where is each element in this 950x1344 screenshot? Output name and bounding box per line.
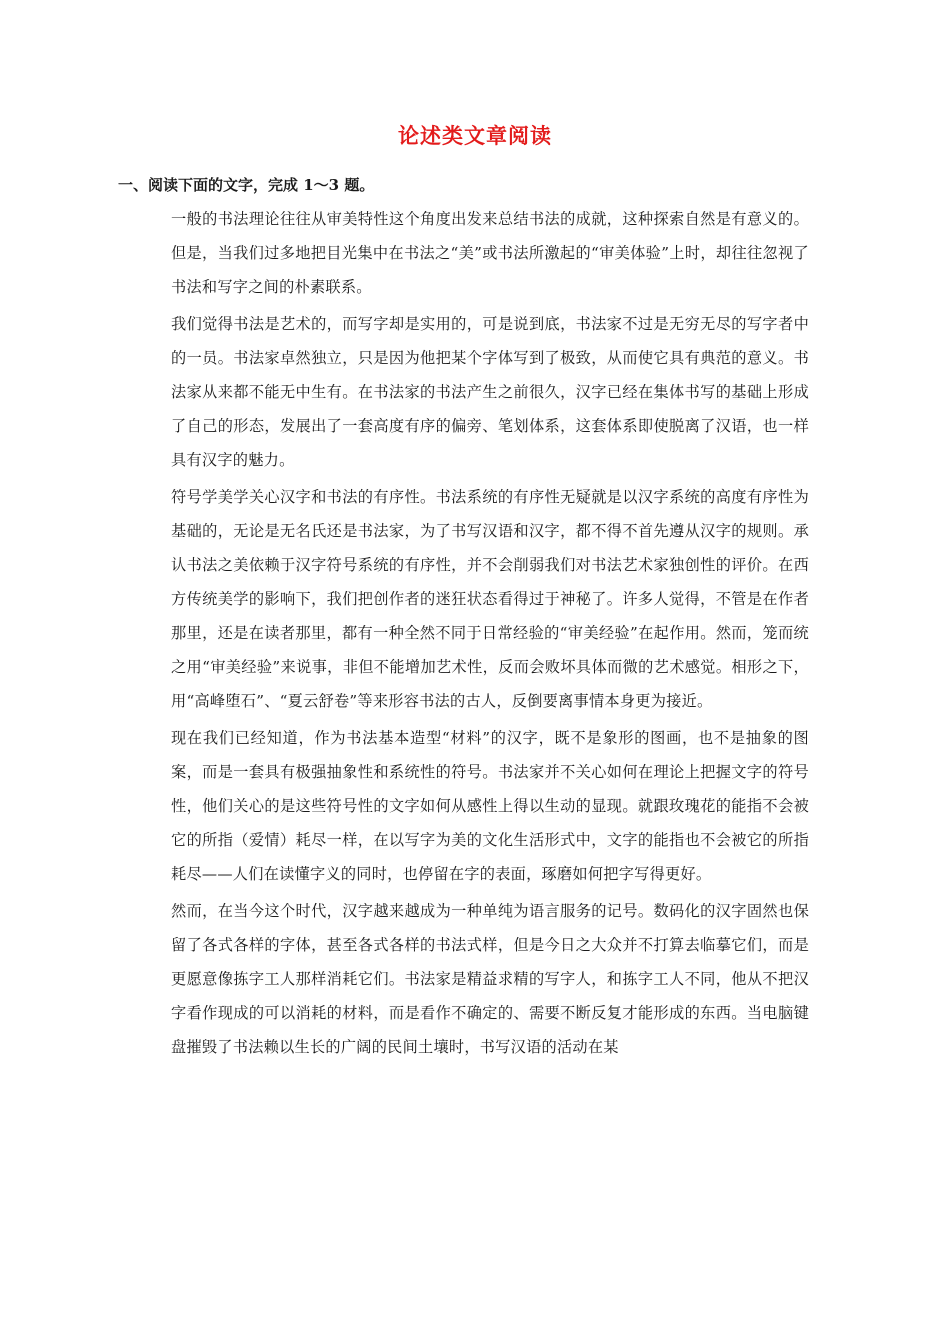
paragraph-5: 然而，在当今这个时代，汉字越来越成为一种单纯为语言服务的记号。数码化的汉字固然也保留了各式各样的字体，甚至各式各样的书法式样，但是今日之大众并不打算去临摹它们，而是更愿意像拣字工人那样消耗它们。书法家是精益求精的写字人，和拣字工人不同，他从不把汉字看作现成的可以消耗的材料，而是看作不确定的、需要不断反复才能形成的东西。当电脑键盘摧毁了书法赖以生长的广阔的民间土壤时，书写汉语的活动在某 [171,902,809,1056]
article-body [171,202,809,1067]
paragraph-4: 现在我们已经知道，作为书法基本造型“材料”的汉字，既不是象形的图画，也不是抽象的图案，而是一套具有极强抽象性和系统性的符号。书法家并不关心如何在理论上把握文字的符号性，他们关心的是这些符号性的文字如何从感性上得以生动的显现。就跟玫瑰花的能指不会被它的所指（爱情）耗尽一样，在以写字为美的文化生活形式中，文字的能指也不会被它的所指耗尽——人们在读懂字义的同时，也停留在字的表面，琢磨如何把字写得更好。 [171,729,809,883]
question-header: 一、阅读下面的文字，完成 1～3 题。 [118,176,375,194]
paragraph-3: 符号学美学关心汉字和书法的有序性。书法系统的有序性无疑就是以汉字系统的高度有序性为基础的，无论是无名氏还是书法家，为了书写汉语和汉字，都不得不首先遵从汉字的规则。承认书法之美依赖于汉字符号系统的有序性，并不会削弱我们对书法艺术家独创性的评价。在西方传统美学的影响下，我们把创作者的迷狂状态看得过于神秘了。许多人觉得，不管是在作者那里，还是在读者那里，都有一种全然不同于日常经验的“审美经验”在起作用。然而，笼而统之用“审美经验”来说事，非但不能增加艺术性，反而会败坏具体而微的艺术感觉。相形之下，用“高峰堕石”、“夏云舒卷”等来形容书法的古人，反倒要离事情本身更为接近。 [171,488,809,710]
document-title: 论述类文章阅读 [398,123,552,148]
paragraph-1: 一般的书法理论往往从审美特性这个角度出发来总结书法的成就，这种探索自然是有意义的。但是，当我们过多地把目光集中在书法之“美”或书法所激起的“审美体验”上时，却往往忽视了书法和写字之间的朴素联系。 [171,210,809,296]
paragraph-2: 我们觉得书法是艺术的，而写字却是实用的，可是说到底，书法家不过是无穷无尽的写字者中的一员。书法家卓然独立，只是因为他把某个字体写到了极致，从而使它具有典范的意义。书法家从来都不能无中生有。在书法家的书法产生之前很久，汉字已经在集体书写的基础上形成了自己的形态，发展出了一套高度有序的偏旁、笔划体系，这套体系即使脱离了汉语，也一样具有汉字的魅力。 [171,315,809,469]
